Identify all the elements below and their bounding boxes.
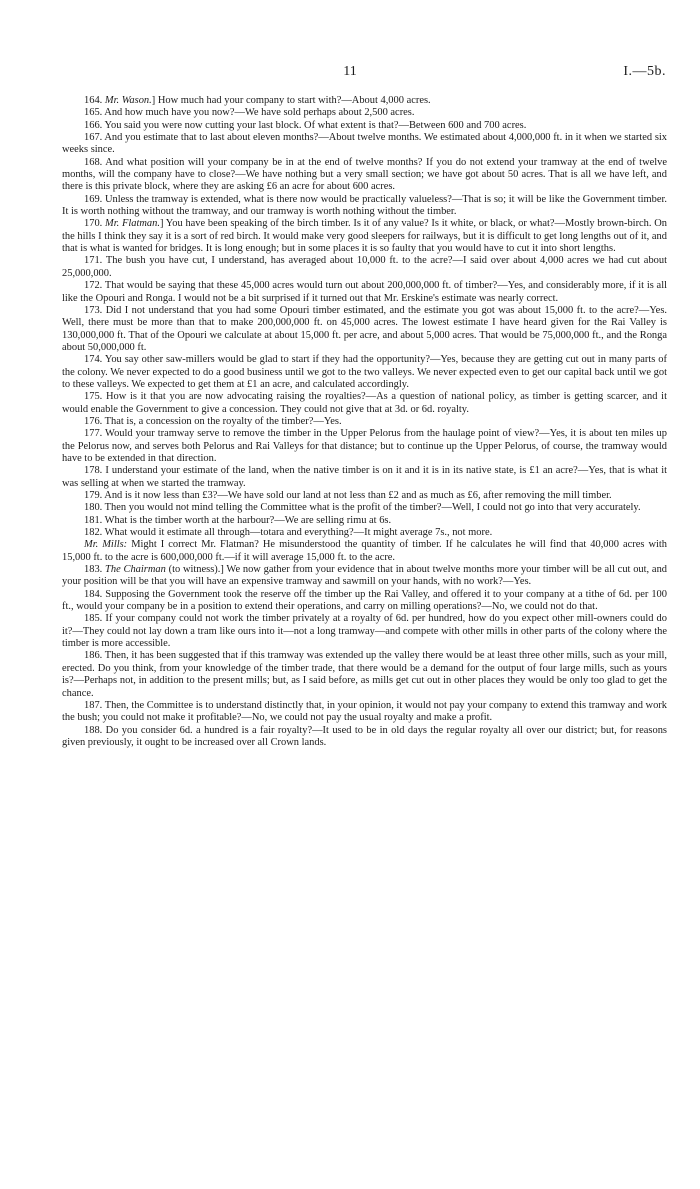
evidence-paragraph [62,700,667,725]
evidence-paragraph [62,107,667,119]
evidence-paragraph [62,255,667,280]
paragraph-text: Might I correct Mr. Flatman? He misunderstood the quantity of timber. If he calculates he will find that 40,000 acres with 15,000 ft. to the acre is 600,000,000 ft.—if it will average 15,000 ft. to the acre. [62,539,667,563]
evidence-paragraph [62,194,667,219]
paragraph-text: 179. And is it now less than £3?—We have sold our land at not less than £2 and as much as £6, after removing the mill timber. [84,490,612,501]
paragraph-text: 171. The bush you have cut, I understand, has averaged about 10,000 ft. to the acre?—I said over about 4,000 acres we had cut about 25,000,000. [62,255,667,279]
paragraph-text: 166. You said you were now cutting your last block. Of what extent is that?—Between 600 and 700 acres. [84,119,527,131]
paragraph-text: 175. How is it that you are now advocating raising the royalties?—As a question of national policy, as timber is getting scarcer, and it would enable the Government to give a concession. They could not give that at 3d. or 6d. royalty. [62,391,667,415]
speaker-name: Mr. Wason. [104,95,152,106]
evidence-paragraph [62,132,667,157]
paragraph-text: 169. Unless the tramway is extended, what is there now would be practically valueless?—That is so; it will be like the Government timber. It is worth nothing without the tramway, and our tramway is worth nothing without the timber. [62,193,667,218]
evidence-paragraph [62,416,667,428]
paragraph-text: 184. Supposing the Government took the reserve off the timber up the Rai Valley, and offered it to your company at a tithe of 6d. per 100 ft., would your company be in a position to extend their operations, and carry on milling operations?—No, we could not do that. [62,588,667,613]
paragraph-text: 182. What would it estimate all through—totara and everything?—It might average 7s., not more. [84,527,493,539]
evidence-paragraph [62,391,667,416]
evidence-paragraph [62,280,667,305]
evidence-paragraph [62,95,667,107]
evidence-paragraph [62,465,667,490]
page-number: 11 [343,64,357,79]
evidence-paragraph [62,120,667,132]
evidence-paragraph [62,650,667,699]
question-number: 183. [84,564,106,576]
paragraph-text: 177. Would your tramway serve to remove the timber in the Upper Pelorus from the haulage point of view?—Yes, it is about ten miles up the Pelorus now, and serves both Pelorus and Rai Valleys for that distance; but to continue up the Upper Pelorus, of course, the tramway would have to be extended in that direction. [62,428,667,464]
paragraph-text: 174. You say other saw-millers would be glad to start if they had the opportunity?—Yes, because they are getting cut out in many parts of the colony. We never expected to do a good business until we got to the two valleys. We never expected even to get our capital back until we got to these valleys. We expected to get them at £1 an acre, and calculated accordingly. [62,354,667,390]
paragraph-text: 181. What is the timber worth at the harbour?—We are selling rimu at 6s. [84,514,392,526]
evidence-paragraph [62,564,667,589]
paragraph-text: 186. Then, it has been suggested that if this tramway was extended up the valley there would be at least three other mills, such as your mill, erected. Do you think, from your knowledge of the timber trade, that there would be a demand for the output of four large mills, such as yours is?—Perhaps not, in addition to the present mills; but, as I said before, as mills get cut out in other places they would be only too glad to get the chance. [62,650,667,699]
evidence-paragraph [62,589,667,614]
paragraph-text: 178. I understand your estimate of the land, when the native timber is on it and it is in its native state, is £1 an acre?—Yes, that is what it was selling at when we started the tramway. [62,465,667,489]
evidence-paragraph [62,490,667,502]
evidence-paragraph [62,527,667,539]
paragraph-text: 172. That would be saying that these 45,000 acres would turn out about 200,000,000 ft. of timber?—Yes, and considerably more, if it is all like the Opouri and Ronga. I would not be a bit surprised if it turned out that Mr. Erskine's estimate was nearly correct. [62,280,667,304]
paragraph-text: 173. Did I not understand that you had some Opouri timber estimated, and the estimate you got was about 15,000 ft. to the acre?—Yes. Well, there must be more than that to make 200,000,000 ft. on 45,000 acres. The lowest estimate I have heard given for the Rai Valley is 130,000,000 ft. That of the Opouri we calculate at about 15,000 ft. per acre, and about 5,000 acres. That would be 75,000,000 ft., and the Ronga about 50,000,000 ft. [62,304,667,353]
paragraph-text: (to witness).] We now gather from your evidence that in about twelve months more your timber will be all cut out, and your position will be that you will have an expensive tramway and sawmill on your hands, with no work?—Yes. [62,564,668,588]
paragraph-text: 168. And what position will your company be in at the end of twelve months? If you do not extend your tramway at the end of twelve months, will the company have to close?—We have nothing but a very small section; we have got about 50 acres. That is all we have left, and there is this private block, where they are asking £6 an acre for about 600 acres. [62,156,667,193]
evidence-paragraph [62,157,667,194]
paragraph-text: 176. That is, a concession on the royalty of the timber?—Yes. [84,415,342,427]
evidence-paragraph [62,539,667,564]
evidence-paragraph [62,725,667,750]
speaker-name: The Chairman [105,564,166,576]
evidence-paragraph [62,613,667,650]
evidence-paragraph [62,515,667,527]
paragraph-text: 180. Then you would not mind telling the Committee what is the profit of the timber?—Well, I could not go into that very accurately. [84,502,641,514]
speaker-name: Mr. Mills: [84,539,128,551]
evidence-paragraph [62,305,667,354]
evidence-text [62,95,667,749]
evidence-paragraph [62,218,667,255]
document-reference: I.—5b. [623,64,666,79]
paragraph-text: 187. Then, the Committee is to understand distinctly that, in your opinion, it would not pay your company to extend this tramway and work the bush; you could not make it profitable?—No, we could not pay the usual royalty and make a profit. [62,699,667,724]
paragraph-text: 165. And how much have you now?—We have sold perhaps about 2,500 acres. [84,107,415,119]
question-number: 164. [84,95,105,106]
paragraph-text: 188. Do you consider 6d. a hundred is a fair royalty?—It used to be in old days the regular royalty all over our district; but, for reasons given previously, it ought to be increased over all Crown lands. [62,724,667,748]
speaker-name: Mr. Flatman. [105,218,160,230]
paragraph-text: ] You have been speaking of the birch timber. Is it of any value? Is it white, or black, or what?—Mostly brown-birch. On the hills I think they say it is a sort of red birch. It would make very good sleepers for railways, but it is difficult to get long lengths out of it, and that is what is wanted for bridges. It is long enough; but in some places it is so faulty that you would have to cut it into short lengths. [62,218,668,255]
evidence-paragraph [62,502,667,514]
paragraph-text: 185. If your company could not work the timber privately at a royalty of 6d. per hundred, how do you expect other mill-owners could do it?—They could not lay down a tram like ours into it—not a long tramway—and compete with other mills in other parts of the colony where the timber is more accessible. [62,613,667,650]
question-number: 170. [84,218,106,230]
paragraph-text: ] How much had your company to start with?—About 4,000 acres. [151,95,431,106]
evidence-paragraph [62,428,667,465]
paragraph-text: 167. And you estimate that to last about eleven months?—About twelve months. We estimated about 4,000,000 ft. in it when we started six weeks since. [62,132,667,156]
evidence-paragraph [62,354,667,391]
